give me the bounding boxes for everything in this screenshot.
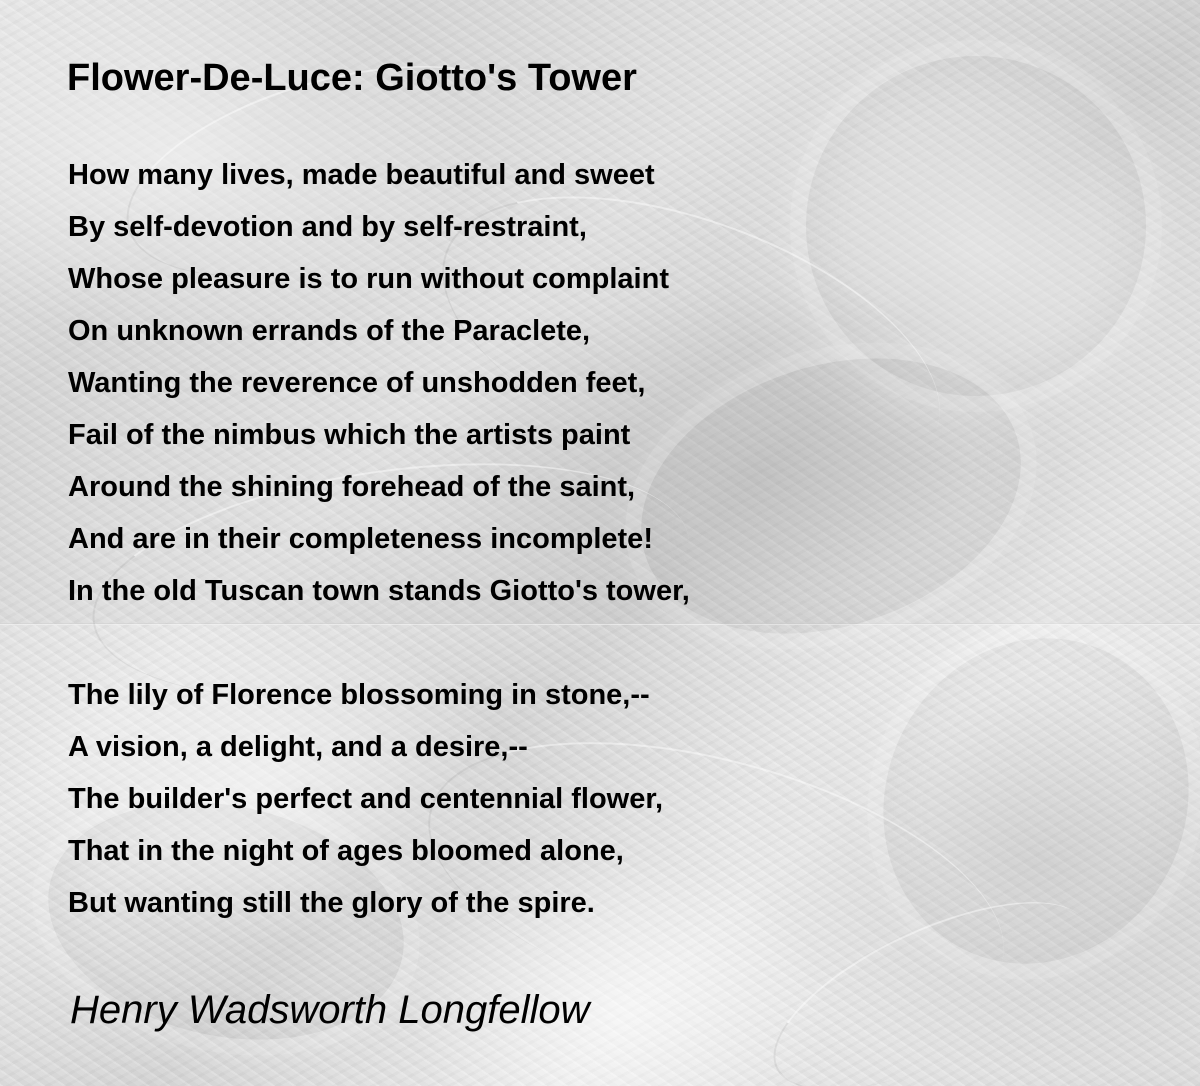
poem-line: In the old Tuscan town stands Giotto's tower,: [68, 575, 690, 607]
poem-line: A vision, a delight, and a desire,--: [68, 731, 528, 763]
poem-line: On unknown errands of the Paraclete,: [68, 315, 591, 347]
poem-line: The builder's perfect and centennial flower,: [68, 783, 664, 815]
poem-line: And are in their completeness incomplete!: [68, 523, 653, 555]
poem-line: But wanting still the glory of the spire.: [68, 887, 595, 919]
poem-line: By self-devotion and by self-restraint,: [68, 211, 587, 243]
poem-line: Around the shining forehead of the saint,: [68, 471, 636, 503]
poem-line: Whose pleasure is to run without complaint: [68, 263, 669, 295]
poem-line: How many lives, made beautiful and sweet: [68, 159, 655, 191]
poem-line: Fail of the nimbus which the artists paint: [68, 419, 631, 451]
poem-title: Flower-De-Luce: Giotto's Tower: [67, 57, 637, 99]
poem-text: [68, 153, 968, 933]
poem-line: Wanting the reverence of unshodden feet,: [68, 367, 646, 399]
poem-author: Henry Wadsworth Longfellow: [70, 988, 590, 1032]
poem-line: That in the night of ages bloomed alone,: [68, 835, 624, 867]
stanza-break: [68, 621, 968, 673]
poem-line: The lily of Florence blossoming in stone,--: [68, 679, 650, 711]
